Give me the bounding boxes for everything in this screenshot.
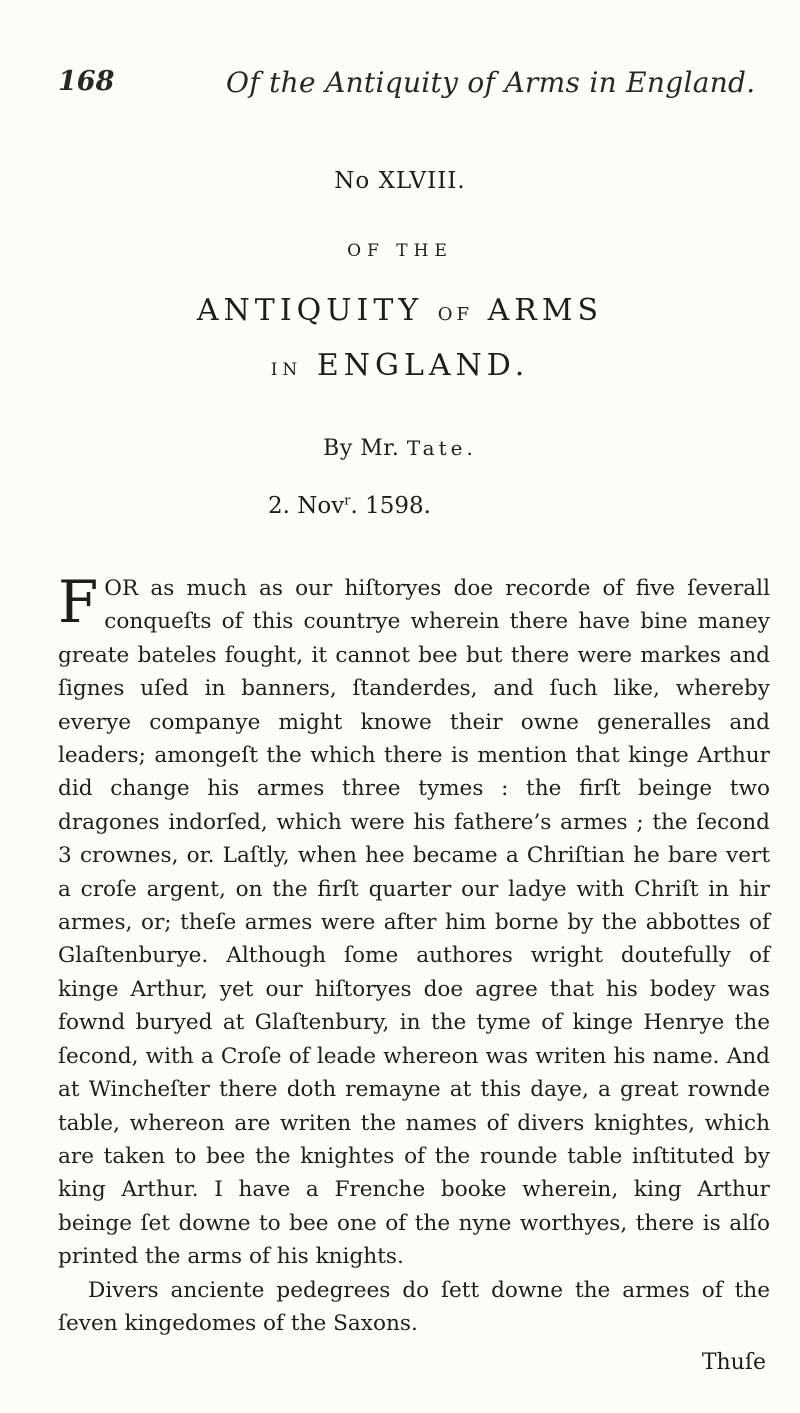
dateline [268, 493, 431, 519]
page-number: 168 [58, 66, 115, 97]
body-text [58, 568, 770, 1340]
title-word-england: ENGLAND. [316, 348, 530, 383]
running-title: Of the Antiquity of Arms in England. [226, 66, 756, 99]
title-of-the: OF THE [347, 241, 453, 261]
date-day-month: 2. Nov [268, 493, 345, 519]
title-line-2 [0, 348, 800, 383]
byline [0, 436, 800, 461]
paragraph-1 [58, 568, 770, 1274]
title-word-antiquity: ANTIQUITY [196, 293, 424, 328]
date-superscript: r [344, 493, 351, 509]
drop-cap: F [58, 568, 99, 636]
title-word-arms: ARMS [487, 293, 604, 328]
title-word-of: OF [437, 304, 474, 325]
byline-prefix: By Mr. [323, 436, 400, 461]
paragraph-2: Divers anciente pedegrees do ſett downe the armes of the ſeven kingedomes of the Saxons. [58, 1277, 770, 1336]
date-year: . 1598. [350, 493, 431, 519]
paragraph-1-text: OR as much as our hiſtoryes doe recorde of five ſeverall conqueſts of this countrye wherein there have bine maney greate bateles fought, it cannot bee but there were markes and ſignes uſed in banners, ſtanderdes, and ſuch like, whereby everye companye might knowe their owne generalles and leaders; amongeſt the which there is mention that kinge Arthur did change his armes three tymes : the firſt beinge two dragones indorſed, which were his fathere’s armes ; the ſecond 3 crownes, or. Laſtly, when hee became a Chriſtian he bare vert a croſe argent, on the firſt quarter our ladye with Chriſt in hir armes, or; theſe armes were after him borne by the abbottes of Glaſtenburye. Although ſome authores wright doutefully of kinge Arthur, yet our hiſtoryes doe agree that his bodey was fownd buryed at Glaſtenbury, in the tyme of kinge Henrye the ſecond, with a Croſe of leade whereon was writen his name. And at Wincheſter there doth remayne at this daye, a great rownde table, whereon are writen the names of divers knightes, which are taken to bee the knightes of the rounde table inſtituted by king Arthur. I have a Frenche booke wherein, king Arthur beinge ſet downe to bee one of the nyne worthyes, there is alſo printed the arms of his knights. [58, 576, 770, 1270]
catchword: Thuſe [701, 1350, 766, 1375]
title-word-in: IN [270, 360, 303, 380]
byline-author: Tate. [406, 436, 477, 460]
running-head [58, 66, 758, 106]
article-number: No XLVIII. [334, 168, 466, 194]
title-line-1 [0, 293, 800, 328]
